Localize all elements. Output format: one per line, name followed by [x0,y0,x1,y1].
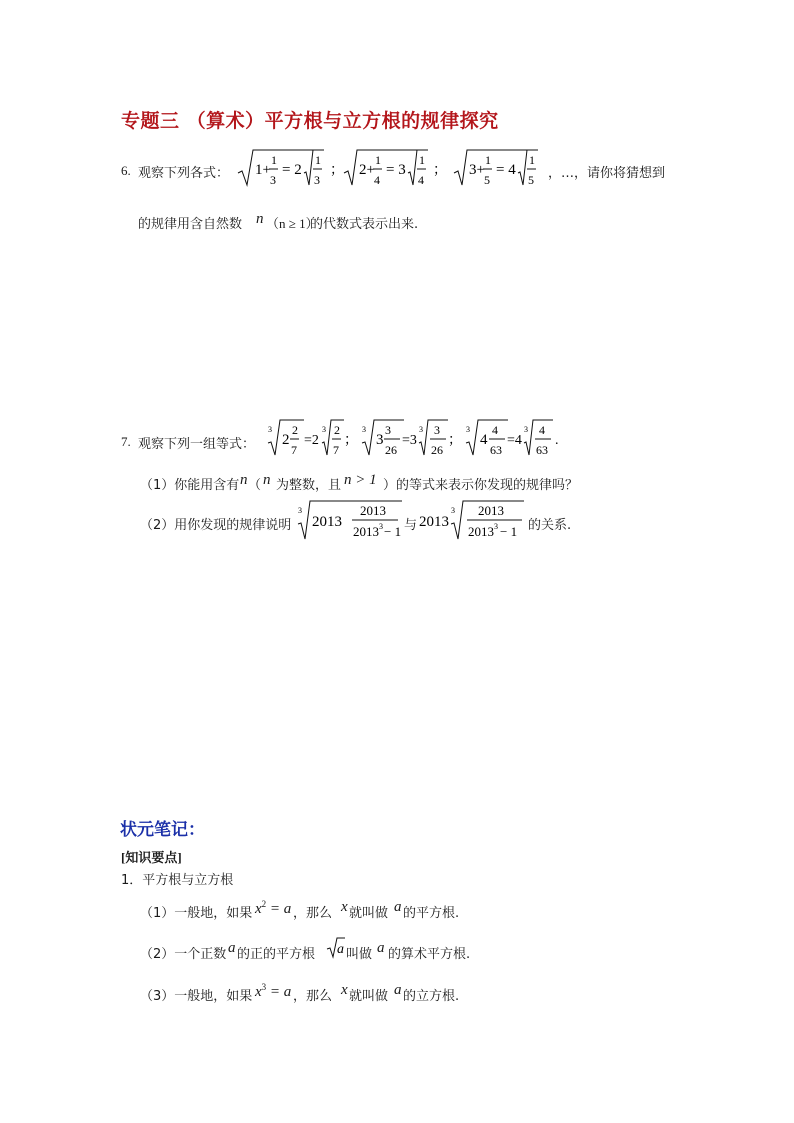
svg-text:= 2: = 2 [282,162,302,178]
notes-section: [知识要点] [121,850,182,865]
svg-text:4: 4 [374,173,380,187]
notes-p3-eq: $x^3 = a$ [255,982,292,1000]
svg-text:；: ； [344,433,358,448]
svg-text:2013: 2013 [419,514,449,530]
svg-text:=4: =4 [507,433,522,448]
q7-sub1-var: n [240,472,248,488]
q6-line2-b: 的代数式表示出来. [310,217,419,232]
page-title: 专题三 （算术）平方根与立方根的规律探究 [121,110,499,132]
q7-expr-right [418,498,528,546]
notes-p1-eq: $x^2 = a$ [255,899,292,917]
svg-text:3: 3 [494,522,498,531]
q6-eq2 [344,150,428,187]
svg-text:2013: 2013 [478,503,504,518]
q7-sub1-c: 为整数，且 [276,478,342,493]
svg-text:；: ； [433,163,447,178]
notes-p3-a-var: a [394,982,402,998]
svg-text:1: 1 [485,153,491,167]
svg-text:1: 1 [375,153,381,167]
q7-sub1-cond: n > 1 [344,472,377,488]
svg-text:2: 2 [334,423,340,437]
q7-sub2-a: （2）用你发现的规律说明 [140,518,292,533]
svg-text:a: a [337,942,344,957]
svg-text:3: 3 [314,173,320,187]
svg-text:2: 2 [292,423,298,437]
svg-text:4: 4 [480,432,488,448]
q7-sub1-a: （1）你能用含有 [140,478,240,493]
svg-text:1: 1 [529,153,535,167]
q7-number: 7. [121,434,131,449]
svg-text:；: ； [330,163,344,178]
svg-text:5: 5 [484,173,490,187]
q7-eq1 [268,420,344,457]
svg-text:4: 4 [418,173,424,187]
svg-text:2013: 2013 [468,524,494,539]
notes-p1-b: ，那么 [293,906,333,921]
svg-text:26: 26 [385,443,397,457]
svg-text:1+: 1+ [255,162,271,178]
notes-p3-x: x [341,982,348,998]
svg-text:26: 26 [431,443,443,457]
q7-sub1-d: ）的等式来表示你发现的规律吗？ [383,478,579,493]
svg-text:3: 3 [419,425,423,434]
notes-p3-d: 的立方根. [403,989,460,1004]
svg-text:；: ； [448,433,462,448]
notes-item1: 1．平方根与立方根 [121,873,234,888]
svg-text:3: 3 [362,425,366,434]
svg-text:4: 4 [492,423,498,437]
svg-text:− 1: − 1 [384,524,402,539]
svg-text:3: 3 [268,425,272,434]
notes-p2-a-var: a [228,940,236,956]
svg-text:3: 3 [298,506,302,515]
svg-text:= 3: = 3 [386,162,406,178]
svg-text:2: 2 [282,432,290,448]
svg-text:=2: =2 [304,433,319,448]
q6-var-n: n [256,211,264,227]
notes-p2-d: 的算术平方根. [388,947,471,962]
notes-sqrt-a [326,936,346,960]
q7-sub1-var2: n [263,472,271,488]
notes-p1-x: x [341,899,348,915]
svg-text:3: 3 [270,173,276,187]
notes-heading: 状元笔记： [120,820,205,840]
q6-ellipsis: ，…，请你将猜想到 [548,166,666,181]
notes-p3-c: 就叫做 [349,989,389,1004]
svg-text:− 1: − 1 [500,524,518,539]
notes-p3-b: ，那么 [293,989,333,1004]
q7-sub2-c: 的关系. [528,518,572,533]
q6-intro: 观察下列各式： [138,166,230,181]
svg-text:3: 3 [322,425,326,434]
svg-text:63: 63 [490,443,502,457]
q7-formulas [264,417,564,461]
svg-text:3: 3 [385,423,391,437]
svg-text:4: 4 [539,423,545,437]
svg-text:1: 1 [315,153,321,167]
notes-p2-b: 的正的平方根 [237,947,316,962]
svg-text:7: 7 [291,443,297,457]
q6-eq1 [238,150,324,187]
svg-text:3: 3 [466,425,470,434]
svg-text:3: 3 [451,506,455,515]
q7-intro: 观察下列一组等式： [138,437,256,452]
svg-text:2013: 2013 [353,524,379,539]
svg-text:2013: 2013 [360,503,386,518]
q6-number: 6. [121,163,131,178]
svg-text:1: 1 [419,153,425,167]
svg-text:1: 1 [271,153,277,167]
notes-p2-a-var2: a [377,940,385,956]
q7-expr-left [296,498,404,546]
svg-text:3: 3 [524,425,528,434]
svg-text:.: . [555,433,559,448]
svg-text:= 4: = 4 [496,162,516,178]
q7-eq2 [362,420,448,457]
q7-sub1-b: （ [248,478,262,493]
notes-p1-d: 的平方根. [403,906,460,921]
notes-p3-a: （3）一般地，如果 [140,989,253,1004]
svg-text:2+: 2+ [359,162,375,178]
notes-p1-c: 就叫做 [349,906,389,921]
svg-text:63: 63 [536,443,548,457]
svg-text:2013: 2013 [312,514,342,530]
q7-eq3 [466,420,553,457]
q6-formulas [234,147,564,193]
svg-text:5: 5 [528,173,534,187]
q6-eq3 [454,150,538,187]
notes-p2-a: （2）一个正数 [140,947,227,962]
notes-p2-c: 叫做 [346,947,373,962]
notes-p1-a-var: a [394,899,402,915]
svg-text:7: 7 [333,443,339,457]
notes-p1-a: （1）一般地，如果 [140,906,253,921]
svg-text:3+: 3+ [469,162,485,178]
svg-text:3: 3 [376,432,384,448]
svg-text:3: 3 [434,423,440,437]
q7-sub2-b: 与 [404,518,418,533]
q6-condition: （n ≥ 1） [266,216,319,231]
svg-text:3: 3 [379,522,383,531]
svg-text:=3: =3 [402,433,417,448]
q6-line2-a: 的规律用含自然数 [138,217,243,232]
